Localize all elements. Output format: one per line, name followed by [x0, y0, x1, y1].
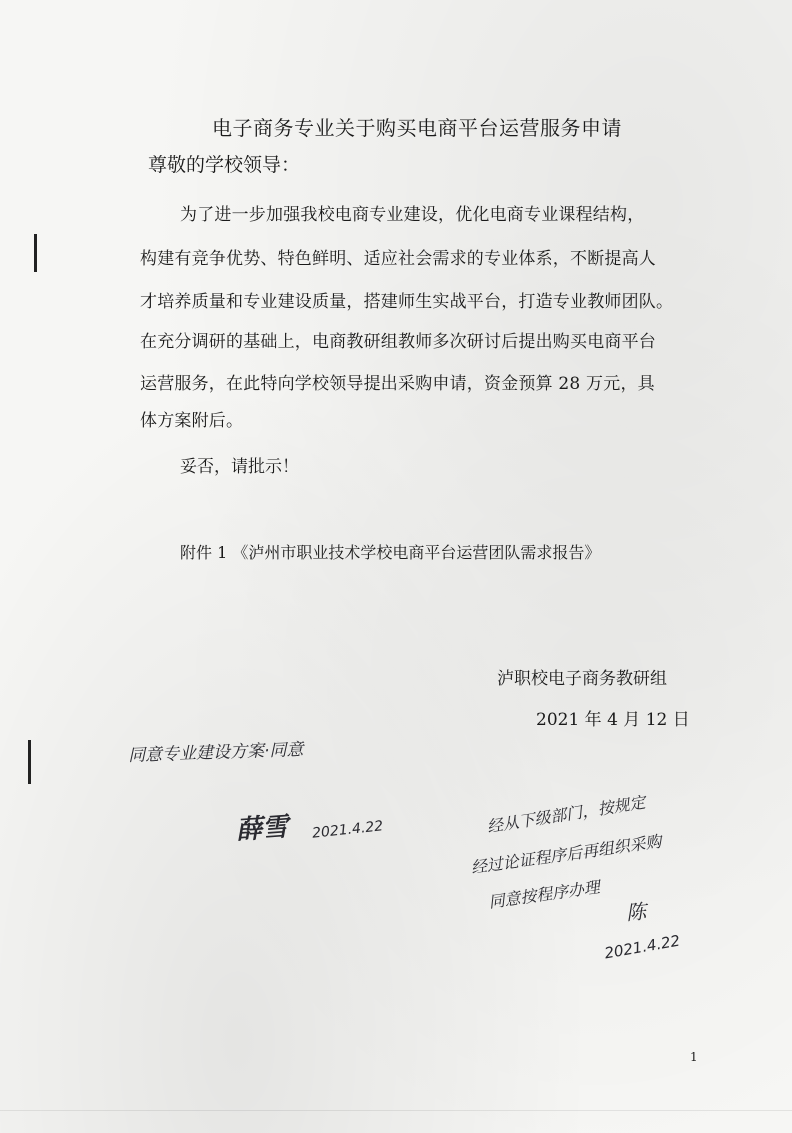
body-line: 在充分调研的基础上，电商教研组教师多次研讨后提出购买电商平台 [140, 332, 656, 352]
handwritten-comment-line: 同意按程序办理 [487, 877, 601, 912]
handwritten-signature: 薛雪 [235, 812, 290, 846]
handwritten-comment-line: 经过论证程序后再组织采购 [469, 831, 663, 878]
attachment-line: 附件 1 《泸州市职业技术学校电商平台运营团队需求报告》 [180, 543, 601, 562]
scan-edge [0, 1110, 792, 1111]
margin-mark [34, 234, 37, 272]
handwritten-signature: 陈 [625, 899, 648, 925]
handwritten-comment-line: 经从下级部门，按规定 [485, 792, 647, 837]
handwritten-date: 2021.4.22 [603, 931, 682, 963]
body-line: 构建有竞争优势、特色鲜明、适应社会需求的专业体系，不断提高人 [140, 249, 656, 269]
body-line: 运营服务，在此特向学校领导提出采购申请，资金预算 28 万元，具 [140, 374, 655, 394]
handwritten-date: 2021.4.22 [311, 818, 384, 842]
body-line: 才培养质量和专业建设质量，搭建师生实战平台，打造专业教师团队。 [140, 292, 674, 312]
closing-line: 妥否，请批示！ [180, 457, 299, 477]
body-line: 体方案附后。 [140, 411, 244, 431]
salutation: 尊敬的学校领导： [148, 154, 301, 176]
handwritten-approval-note: 同意专业建设方案·同意 [127, 739, 304, 767]
page-number: 1 [690, 1050, 698, 1064]
body-line: 为了进一步加强我校电商专业建设，优化电商专业课程结构， [180, 205, 645, 225]
document-title: 电子商务专业关于购买电商平台运营服务申请 [212, 116, 622, 140]
organization-name: 泸职校电子商务教研组 [497, 669, 667, 689]
margin-mark [28, 740, 31, 784]
document-date: 2021 年 4 月 12 日 [536, 710, 690, 730]
